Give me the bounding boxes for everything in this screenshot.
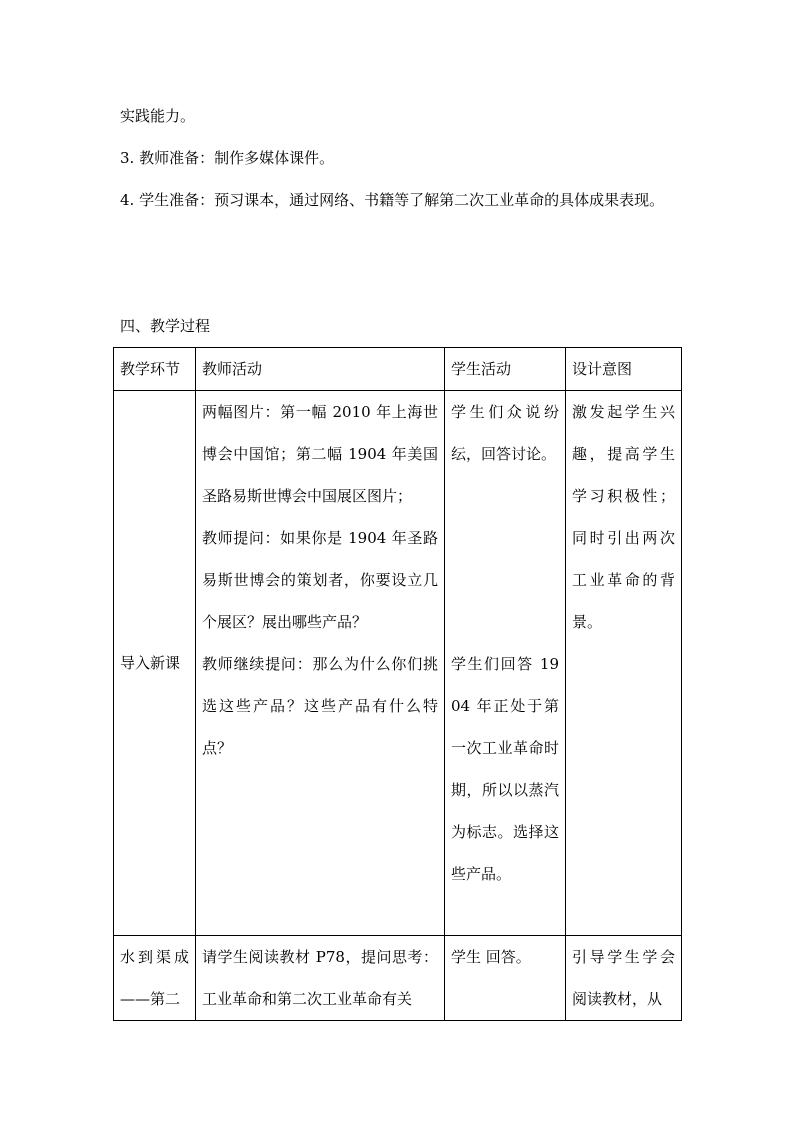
table-row [114, 936, 682, 1021]
design-intent-cell: 激发起学生兴趣，提高学生学习积极性；同时引出两次工业革命的背景。 [566, 391, 682, 936]
table-header-row [114, 348, 682, 391]
teacher-activity-text: 两幅图片：第一幅 2010 年上海世博会中国馆；第二幅 1904 年美国圣路易斯世博会中国展区图片； [202, 403, 438, 505]
student-activity-cell: 学生 回答。 [445, 936, 566, 1021]
header-teacher-activity: 教师活动 [196, 348, 445, 391]
teacher-activity-text: 教师提问：如果你是 1904 年圣路易斯世博会的策划者，你要设立几个展区？展出哪些产品？ [202, 529, 438, 631]
header-student-activity: 学生活动 [445, 348, 566, 391]
header-stage: 教学环节 [114, 348, 196, 391]
teaching-process-table [113, 347, 682, 1021]
teacher-activity-cell: 请学生阅读教材 P78，提问思考：工业革命和第二次工业革命有关 [196, 936, 445, 1021]
teacher-activity-text: 教师继续提问：那么为什么你们挑选这些产品？这些产品有什么特点？ [202, 655, 438, 757]
teacher-activity-cell [196, 391, 445, 936]
header-design-intent: 设计意图 [566, 348, 682, 391]
stage-cell: 导入新课 [114, 391, 196, 936]
student-activity-cell [445, 391, 566, 936]
paragraph-teacher-preparation: 3. 教师准备：制作多媒体课件。 [120, 149, 335, 167]
student-activity-text: 学生们众说纷纭，回答讨论。 [451, 403, 559, 463]
paragraph-student-preparation: 4. 学生准备：预习课本，通过网络、书籍等了解第二次工业革命的具体成果表现。 [120, 191, 665, 209]
stage-cell: 水到渠成——第二 [114, 936, 196, 1021]
cell-spacer [451, 559, 559, 643]
paragraph-practice-ability: 实践能力。 [120, 107, 196, 125]
section-heading: 四、教学过程 [120, 317, 211, 335]
table-row [114, 391, 682, 936]
design-intent-cell: 引导学生学会阅读教材，从 [566, 936, 682, 1021]
cell-spacer [451, 475, 559, 559]
student-activity-text: 学生们回答 1904 年正处于第一次工业革命时期，所以以蒸汽为标志。选择这些产品。 [451, 655, 559, 883]
